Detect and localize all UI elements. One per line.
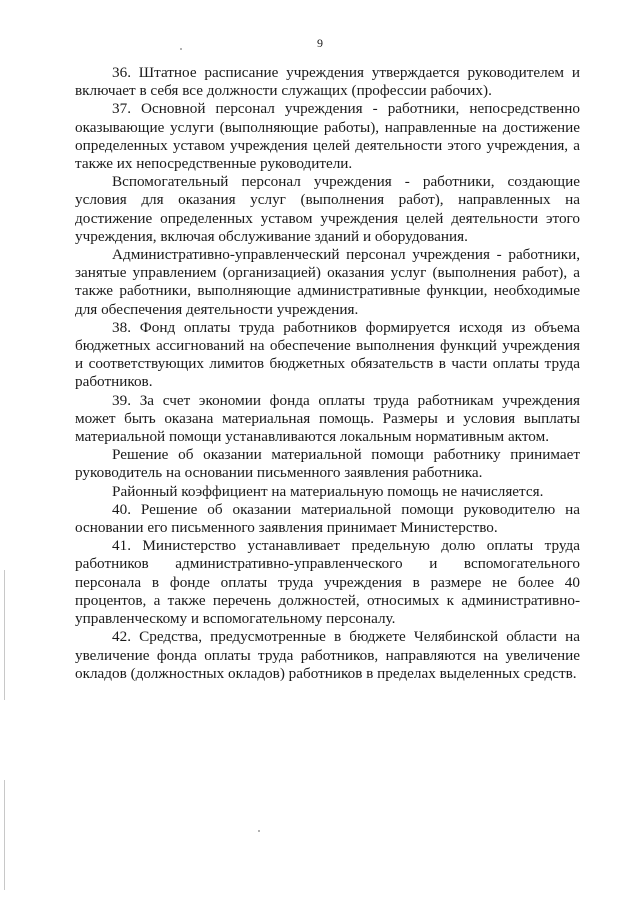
paragraph-42: 42. Средства, предусмотренные в бюджете Челябинской области на увеличение фонда оплаты труда работников, направляются на увеличение окладов (должностных окладов) работников в пределах выделенных средств.	[75, 628, 580, 682]
scan-edge-mark	[4, 780, 5, 890]
paragraph-38: 38. Фонд оплаты труда работников формируется исходя из объема бюджетных ассигнований на обеспечение выполнения функций учреждения и соответствующих лимитов бюджетных обязательств в части оплаты труда работников.	[75, 318, 580, 391]
paragraph-regional-coefficient: Районный коэффициент на материальную помощь не начисляется.	[112, 482, 544, 500]
scan-artifact-dot	[180, 48, 182, 50]
paragraph-auxiliary-staff: Вспомогательный персонал учреждения - работники, создающие условия для оказания услуг (выполнения работ), направленных на достижение определенных уставом учреждения целей деятельности этого учреждения, включая обслуживание зданий и оборудования.	[75, 173, 580, 245]
paragraph-40: 40. Решение об оказании материальной помощи руководителю на основании его письменного заявления принимает Министерство.	[75, 500, 580, 537]
scan-edge-mark	[4, 570, 5, 700]
paragraph-36: 36. Штатное расписание учреждения утверждается руководителем и включает в себя все должности служащих (профессии рабочих).	[75, 64, 580, 100]
paragraph-aid-decision: Решение об оказании материальной помощи работнику принимает руководитель на основании письменного заявления работника.	[75, 446, 580, 482]
scan-artifact-dot	[258, 830, 260, 832]
paragraph-37: 37. Основной персонал учреждения - работники, непосредственно оказывающие услуги (выполняющие работы), направленные на достижение определенных уставом учреждения целей деятельности этого учреждения, а также их непосредственные руководители.	[75, 100, 580, 173]
paragraph-39: 39. За счет экономии фонда оплаты труда работникам учреждения может быть оказана материальная помощь. Размеры и условия выплаты материальной помощи устанавливаются локальным нормативным актом.	[75, 391, 580, 446]
paragraph-41: 41. Министерство устанавливает предельную долю оплаты труда работников административно-управленческого и вспомогательного персонала в фонде оплаты труда учреждения в размере не более 40 процентов, а также перечень должностей, относимых к административно-управленческому и вспомогательному персоналу.	[75, 537, 580, 628]
page-number: 9	[317, 36, 323, 50]
paragraph-admin-staff: Административно-управленческий персонал учреждения - работники, занятые управлением (организацией) оказания услуг (выполнения работ), а также работники, выполняющие административные функции, необходимые для обеспечения деятельности учреждения.	[75, 246, 580, 318]
document-body	[75, 64, 580, 683]
